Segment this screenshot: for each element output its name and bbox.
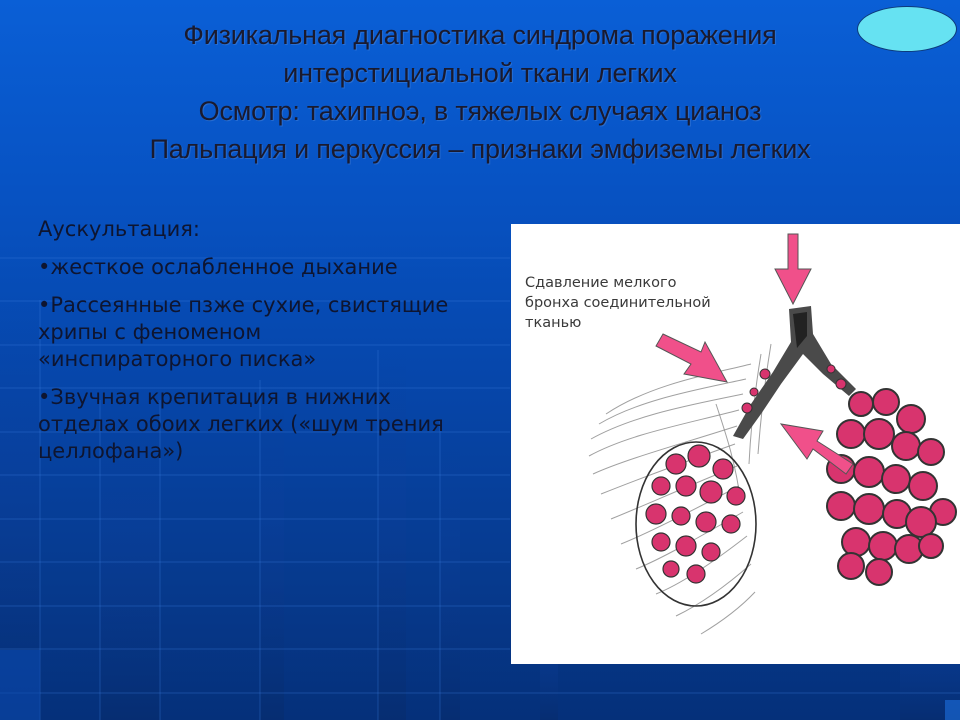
auscultation-heading: Аускультация: bbox=[38, 217, 201, 241]
navigation-oval-button[interactable] bbox=[857, 6, 957, 52]
auscultation-item: •Звучная крепитация в нижних отделах обоих легких («шум трения целлофана») bbox=[38, 385, 444, 463]
caption-line-3: тканью bbox=[525, 315, 582, 331]
title-line-4: Пальпация и перкуссия – признаки эмфиземы легких bbox=[149, 134, 811, 164]
title-line-3: Осмотр: тахипноэ, в тяжелых случаях цианоз bbox=[198, 96, 762, 126]
slide-title bbox=[40, 16, 920, 168]
caption-line-1: Сдавление мелкого bbox=[525, 275, 677, 291]
figure-caption bbox=[525, 273, 745, 333]
title-line-1: Физикальная диагностика синдрома поражения bbox=[183, 20, 777, 50]
title-line-2: интерстициальной ткани легких bbox=[283, 58, 677, 88]
auscultation-item: •Рассеянные пзже сухие, свистящие хрипы с феноменом «инспираторного писка» bbox=[38, 293, 449, 371]
auscultation-section bbox=[38, 216, 458, 476]
auscultation-item: •жесткое ослабленное дыхание bbox=[38, 255, 398, 279]
bronchus-illustration bbox=[511, 224, 960, 664]
caption-line-2: бронха соединительной bbox=[525, 295, 711, 311]
